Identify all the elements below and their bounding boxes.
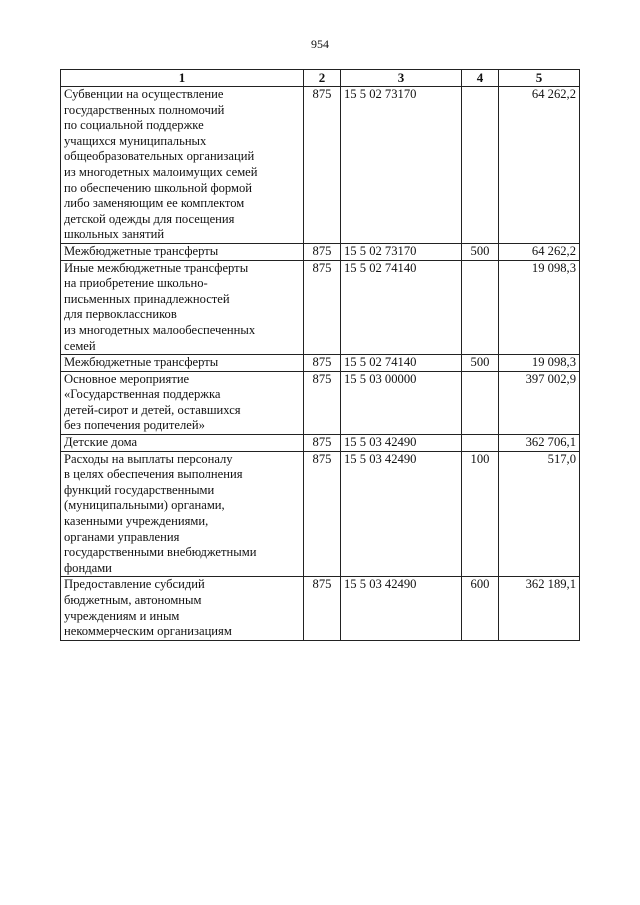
header-row bbox=[61, 70, 580, 87]
row-name: Субвенции на осуществление государственных полномочий по социальной поддержке учащихся муниципальных общеобразовательных организаций из многодетных малоимущих семей по обеспечению школьной формой либо заменяющим ее комплектом детской одежды для посещения школьных занятий bbox=[61, 87, 304, 244]
column-header-3: 3 bbox=[341, 70, 462, 87]
row-grbs: 875 bbox=[304, 260, 341, 355]
budget-table bbox=[60, 69, 580, 641]
row-vr bbox=[462, 435, 499, 452]
row-vr bbox=[462, 371, 499, 434]
row-grbs: 875 bbox=[304, 577, 341, 640]
row-csr: 15 5 03 42490 bbox=[341, 577, 462, 640]
row-amount: 397 002,9 bbox=[499, 371, 580, 434]
row-vr: 500 bbox=[462, 243, 499, 260]
row-grbs: 875 bbox=[304, 451, 341, 577]
row-name: Иные межбюджетные трансферты на приобретение школьно- письменных принадлежностей для первоклассников из многодетных малообеспеченных семей bbox=[61, 260, 304, 355]
row-csr: 15 5 02 73170 bbox=[341, 87, 462, 244]
row-vr: 100 bbox=[462, 451, 499, 577]
row-grbs: 875 bbox=[304, 87, 341, 244]
row-amount: 362 706,1 bbox=[499, 435, 580, 452]
page-number: 954 bbox=[311, 37, 329, 51]
row-csr: 15 5 02 74140 bbox=[341, 355, 462, 372]
row-name: Межбюджетные трансферты bbox=[61, 355, 304, 372]
table-row bbox=[61, 451, 580, 577]
column-header-5: 5 bbox=[499, 70, 580, 87]
column-header-1: 1 bbox=[61, 70, 304, 87]
row-vr: 600 bbox=[462, 577, 499, 640]
row-csr: 15 5 03 00000 bbox=[341, 371, 462, 434]
table-row bbox=[61, 87, 580, 244]
row-amount: 64 262,2 bbox=[499, 87, 580, 244]
row-amount: 19 098,3 bbox=[499, 260, 580, 355]
row-name: Детские дома bbox=[61, 435, 304, 452]
row-vr bbox=[462, 87, 499, 244]
row-vr bbox=[462, 260, 499, 355]
table-row bbox=[61, 371, 580, 434]
column-header-4: 4 bbox=[462, 70, 499, 87]
row-grbs: 875 bbox=[304, 435, 341, 452]
row-csr: 15 5 03 42490 bbox=[341, 435, 462, 452]
table-row bbox=[61, 435, 580, 452]
row-amount: 517,0 bbox=[499, 451, 580, 577]
row-name: Межбюджетные трансферты bbox=[61, 243, 304, 260]
row-amount: 19 098,3 bbox=[499, 355, 580, 372]
table-row bbox=[61, 577, 580, 640]
row-amount: 64 262,2 bbox=[499, 243, 580, 260]
row-amount: 362 189,1 bbox=[499, 577, 580, 640]
row-name: Основное мероприятие «Государственная поддержка детей-сирот и детей, оставшихся без попечения родителей» bbox=[61, 371, 304, 434]
column-header-2: 2 bbox=[304, 70, 341, 87]
row-grbs: 875 bbox=[304, 371, 341, 434]
table-row bbox=[61, 243, 580, 260]
row-grbs: 875 bbox=[304, 355, 341, 372]
row-csr: 15 5 02 74140 bbox=[341, 260, 462, 355]
row-vr: 500 bbox=[462, 355, 499, 372]
row-grbs: 875 bbox=[304, 243, 341, 260]
row-name: Предоставление субсидий бюджетным, автономным учреждениям и иным некоммерческим организациям bbox=[61, 577, 304, 640]
row-csr: 15 5 02 73170 bbox=[341, 243, 462, 260]
row-csr: 15 5 03 42490 bbox=[341, 451, 462, 577]
row-name: Расходы на выплаты персоналу в целях обеспечения выполнения функций государственными (муниципальными) органами, казенными учреждениями, органами управления государственными внебюджетными фондами bbox=[61, 451, 304, 577]
table-row bbox=[61, 260, 580, 355]
table-row bbox=[61, 355, 580, 372]
